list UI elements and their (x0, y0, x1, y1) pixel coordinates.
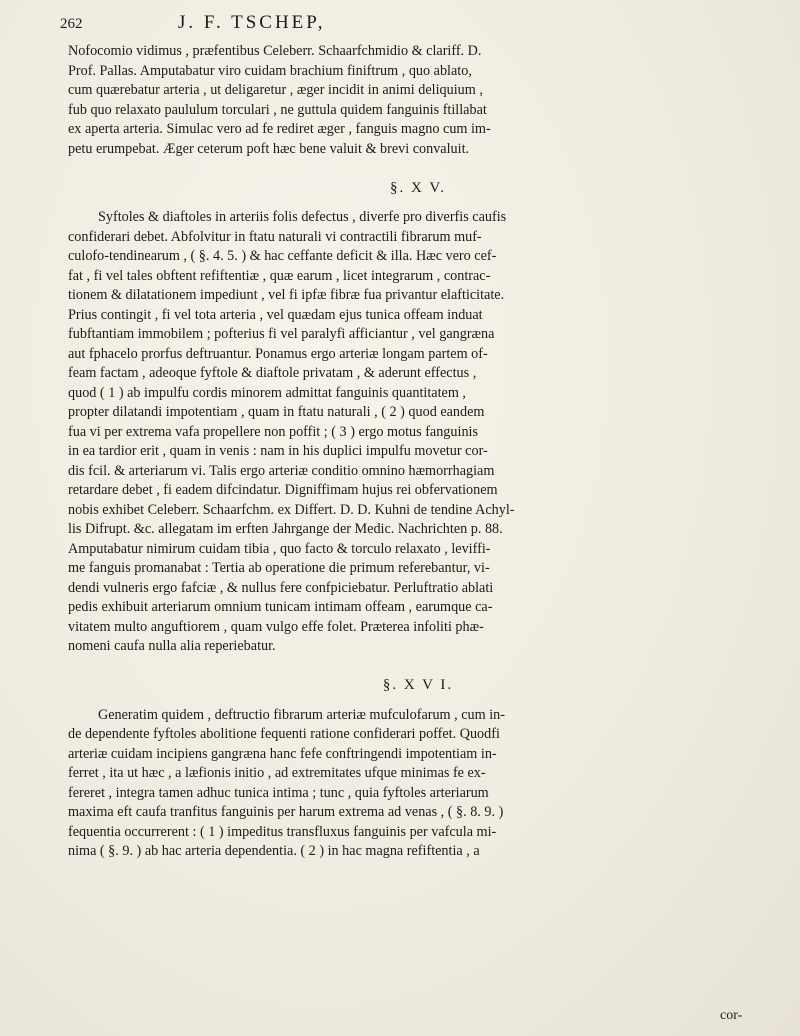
section-heading-16: §. X V I. (382, 677, 454, 693)
text-line: ferret , ita ut hæc , a læfionis initio , ad extremitates ufque minimas fe ex- (68, 765, 486, 781)
text-line: Nofocomio vidimus , præfentibus Celeberr. Schaarfchmidio & clariff. D. (68, 43, 482, 59)
text-line: Generatim quidem , deftructio fibrarum arteriæ mufculofarum , cum in- (98, 706, 505, 723)
body-text (68, 42, 768, 862)
text-line: culofo-tendinearum , ( §. 4. 5. ) & hac ceffante deficit & illa. Hæc vero cef- (68, 248, 497, 264)
text-line: vitatem multo anguftiorem , quam vulgo effe folet. Præterea infoliti phæ- (68, 618, 484, 635)
text-line: Prof. Pallas. Amputabatur viro cuidam brachium finiftrum , quo ablato, (68, 62, 472, 79)
text-line: quod ( 1 ) ab impulfu cordis minorem admittat fanguinis quantitatem , (68, 384, 466, 401)
text-line: pedis exhibuit arteriarum omnium tunicam intimam offeam , earumque ca- (68, 599, 493, 615)
text-line: Syftoles & diaftoles in arteriis folis defectus , diverfe pro diverfis caufis (98, 209, 507, 225)
text-line: fub quo relaxato paululum torculari , ne guttula quidem fanguinis ftillabat (68, 101, 487, 118)
text-line: fat , fi vel tales obftent refiftentiæ , quæ earum , licet integrarum , contrac- (68, 267, 491, 284)
catchword: cor- (720, 1008, 743, 1023)
text-line: arteriæ cuidam incipiens gangræna hanc fefe conftringendi impotentiam in- (68, 745, 497, 762)
text-line: lis Difrupt. &c. allegatam im erften Jahrgange der Medic. Nachrichten p. 88. (68, 521, 503, 537)
text-line: tionem & dilatationem impediunt , vel fi ipfæ fibræ fua privantur elafticitate. (68, 287, 505, 303)
text-line: de dependente fyftoles abolitione fequenti ratione confiderari poffet. Quodfi (68, 726, 500, 742)
text-line: nobis exhibet Celeberr. Schaarfchm. ex Differt. D. D. Kuhni de tendine Achyl- (68, 501, 515, 518)
page-header (60, 10, 760, 38)
text-line: dendi vulneris ergo fafciæ , & nullus fere confpiciebatur. Perluftratio ablati (68, 579, 494, 596)
text-line: Amputabatur nimirum cuidam tibia , quo facto & torculo relaxato , leviffi- (68, 540, 491, 557)
text-line: confiderari debet. Abfolvitur in ftatu naturali vi contractili fibrarum muf- (68, 228, 482, 245)
text-line: fua vi per extrema vafa propellere non poffit ; ( 3 ) ergo motus fanguinis (68, 423, 478, 440)
page-number: 262 (60, 16, 83, 32)
text-line: in ea tardior erit , quam in venis : nam in his duplici impulfu movetur cor- (68, 443, 488, 459)
text-line: petu erumpebat. Æger ceterum poft hæc bene valuit & brevi convaluit. (68, 140, 470, 157)
text-line: nima ( §. 9. ) ab hac arteria dependentia. ( 2 ) in hac magna refiftentia , a (68, 843, 480, 859)
text-line: maxima eft caufa tranfitus fanguinis per harum extrema ad venas , ( §. 8. 9. ) (68, 804, 504, 820)
text-line: nomeni caufa nulla alia reperiebatur. (68, 638, 276, 654)
text-line: dis fcil. & arteriarum vi. Talis ergo arteriæ conditio omnino hæmorrhagiam (68, 462, 495, 479)
text-line: aut fphacelo prorfus deftruantur. Ponamus ergo arteriæ longam partem of- (68, 345, 488, 362)
section-heading-15: §. X V. (390, 179, 446, 196)
text-line: fereret , integra tamen adhuc tunica intima ; tunc , quia fyftoles arteriarum (68, 784, 489, 801)
text-line: me fanguis promanabat : Tertia ab operatione die primum referebantur, vi- (68, 560, 490, 576)
text-line: propter dilatandi impotentiam , quam in ftatu naturali , ( 2 ) quod eandem (68, 404, 485, 420)
text-line: fubftantiam immobilem ; pofterius fi vel paralyfi afficiantur , vel gangræna (68, 326, 495, 342)
running-head: J. F. TSCHEP, (178, 12, 326, 33)
text-line: cum quærebatur arteria , ut deligaretur , æger incidit in animi deliquium , (68, 82, 483, 98)
text-line: Prius contingit , fi vel tota arteria , vel quædam ejus tunica offeam induat (68, 306, 483, 323)
text-line: retardare debet , fi eadem difcindatur. Digniffimam hujus rei obfervationem (68, 482, 498, 498)
paragraph-1 (68, 42, 768, 159)
section-15-text (68, 208, 768, 657)
text-line: ex aperta arteria. Simulac vero ad fe rediret æger , fanguis magno cum im- (68, 121, 491, 137)
text-line: feam factam , adeoque fyftole & diaftole privatam , & aderunt effectus , (68, 365, 477, 381)
text-line: fequentia occurrerent : ( 1 ) impeditus transfluxus fanguinis per vafcula mi- (68, 823, 497, 840)
section-16-text (68, 706, 768, 862)
